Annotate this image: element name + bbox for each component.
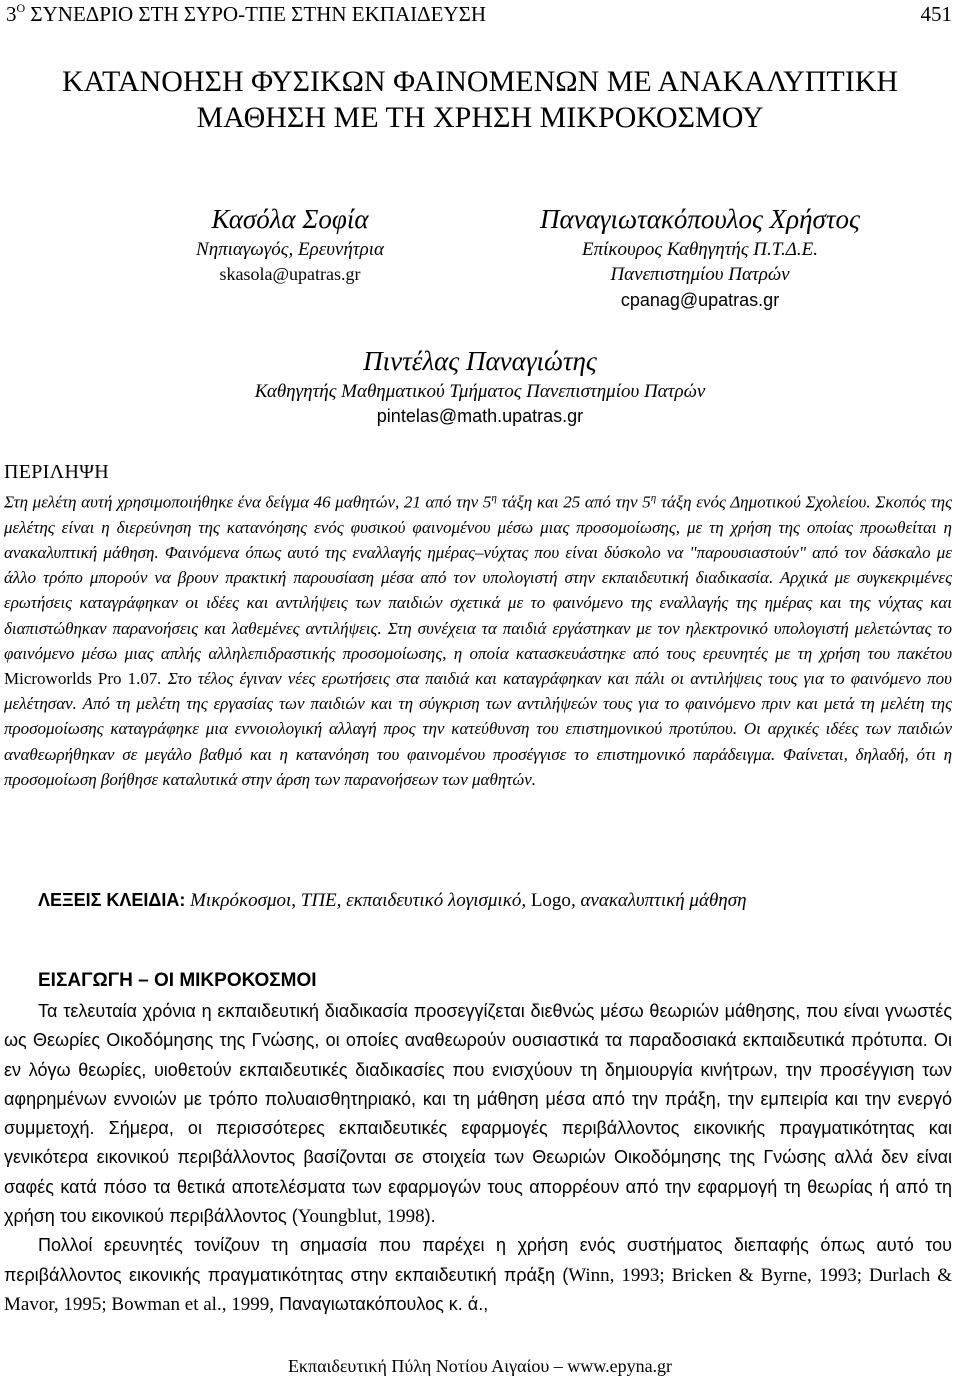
author-name: Κασόλα Σοφία (211, 204, 369, 234)
author-name: Πιντέλας Παναγιώτης (363, 346, 597, 376)
section-heading: ΕΙΣΑΓΩΓΗ – ΟΙ ΜΙΚΡΟΚΟΣΜΟΙ (38, 970, 317, 991)
keyword-logo: Logo (530, 890, 571, 911)
author-affiliation: Καθηγητής Μαθηματικού Τμήματος Πανεπιστημίου Πατρών (254, 381, 706, 402)
author-block-2 (480, 203, 920, 314)
paragraph-text: Πολλοί ερευνητές τονίζουν τη σημασία που παρέχει η χρήση ενός συστήματος διεπαφής όπως αυτό του περιβάλλοντος εικονικής πραγματικότητας στην εκπαιδευτική πράξη ( (4, 1235, 952, 1285)
author-email: cpanag@upatras.gr (620, 290, 780, 310)
keywords-text: Μικρόκοσμοι, ΤΠΕ, εκπαιδευτικό λογισμικό, (185, 890, 531, 911)
page-number: 451 (920, 2, 952, 26)
author-block-1 (160, 203, 420, 287)
paragraph-text: Παναγιωτακόπουλος κ. ά., (273, 1293, 489, 1314)
abstract-part: Στη μελέτη αυτή χρησιμοποιήθηκε ένα δείγμα 46 μαθητών, 21 από την 5 (4, 492, 492, 512)
author-email: pintelas@math.upatras.gr (376, 406, 584, 426)
paper-title (0, 64, 960, 136)
paragraph (4, 1231, 952, 1319)
abstract-part: τάξη και 25 από την 5 (496, 492, 651, 512)
software-name: Microworlds Pro 1.07 (4, 669, 158, 689)
abstract-text (4, 486, 952, 792)
author-block-3 (180, 345, 780, 429)
title-line-1: ΚΑΤΑΝΟΗΣΗ ΦΥΣΙΚΩΝ ΦΑΙΝΟΜΕΝΩΝ ΜΕ ΑΝΑΚΑΛΥΠΤΙΚΗ (61, 65, 899, 98)
author-affiliation: Νηπιαγωγός, Ερευνήτρια (196, 239, 384, 260)
author-affiliation: Επίκουρος Καθηγητής Π.Τ.Δ.Ε. (582, 239, 818, 260)
conference-title (6, 2, 486, 27)
author-affiliation: Πανεπιστημίου Πατρών (610, 264, 790, 285)
author-name: Παναγιωτακόπουλος Χρήστος (540, 204, 860, 234)
ordinal-superscript: η (650, 492, 657, 504)
paragraph (4, 997, 952, 1231)
abstract-part: τάξη ενός Δημοτικού Σχολείου. Σκοπός της μελέτης είναι η διερεύνηση της κατανόησης ενός φυσικού φαινομένου μέσω μιας προσομοίωσης, με τη χρήση της οποίας προωθείται η ανακαλυπτική μάθηση. Φαινόμενα όπως αυτό της εναλλαγής ημέρας–νύχτας που είναι δύσκολο να "παρουσιαστούν" από τον δάσκαλο με άλλο τρόπο μπορούν να βρουν πρακτική παρουσίαση μέσα από τον υπολογιστή στην εκπαιδευτική διαδικασία. Αρχικά με συγκεκριμένες ερωτήσεις καταγράφηκαν οι ιδέες και αντιλήψεις των παιδιών σχετικά με το φαινόμενο της εναλλαγής της ημέρας και της νύχτας και διαπιστώθηκαν παρανοήσεις και λαθεμένες αντιλήψεις. Στη συνέχεια τα παιδιά εργάστηκαν με τον ηλεκτρονικό υπολογιστή μελετώντας το φαινόμενο μέσω μιας απλής αλληλεπιδραστικής προσομοίωσης, η οποία κατασκευάστηκε από τους ερευνητές με τη χρήση του πακέτου (4, 492, 952, 663)
section-body (4, 997, 952, 1319)
citation: Youngblut, 1998 (297, 1206, 425, 1228)
keywords-text: , ανακαλυπτική μάθηση (570, 890, 747, 911)
keywords-label: ΛΕΞΕΙΣ ΚΛΕΙΔΙΑ: (38, 890, 186, 910)
page-footer: Εκπαιδευτική Πύλη Νοτίου Αιγαίου – www.epyna.gr (287, 1356, 673, 1376)
abstract-part: . Στο τέλος έγιναν νέες ερωτήσεις στα παιδιά και καταγράφηκαν και πάλι οι αντιλήψεις τους για το φαινόμενο που μελέτησαν. Από τη μελέτη της εργασίας των παιδιών και τη σύγκριση των αντιλήψεών τους για το φαινόμενο πριν και μετά τη μελέτη της προσομοίωσης καταγράφηκε μια εννοιολογική αλλαγή προς την κατεύθυνση του επιστημονικού προτύπου. Οι αρχικές ιδέες των παιδιών αναθεωρήθηκαν σε μεγάλο βαθμό και η κατανόηση του φαινομένου προσέγγισε το επιστημονικό παράδειγμα. Φαίνεται, δηλαδή, ότι η προσομοίωση βοήθησε καταλυτικά στην άρση των παρανοήσεων των μαθητών. (4, 669, 952, 789)
running-header (6, 2, 952, 32)
paragraph-text: ). (424, 1206, 436, 1227)
abstract-heading: ΠΕΡΙΛΗΨΗ (4, 461, 109, 483)
ordinal-superscript: η (491, 492, 497, 504)
conference-number: 3 (6, 2, 17, 26)
author-email: skasola@upatras.gr (219, 264, 361, 284)
conference-name: ΣΥΝΕΔΡΙΟ ΣΤΗ ΣΥΡΟ-ΤΠΕ ΣΤΗΝ ΕΚΠΑΙΔΕΥΣΗ (25, 2, 486, 26)
title-line-2: ΜΑΘΗΣΗ ΜΕ ΤΗ ΧΡΗΣΗ ΜΙΚΡΟΚΟΣΜΟΥ (196, 101, 764, 134)
paragraph-text: Τα τελευταία χρόνια η εκπαιδευτική διαδικασία προσεγγίζεται διεθνώς μέσω θεωριών μάθησης, που είναι γνωστές ως Θεωρίες Οικοδόμησης της Γνώσης, οι οποίες αναθεωρούν ουσιαστικά τα παραδοσιακά εκπαιδευτικά πρότυπα. Οι εν λόγω θεωρίες, υιοθετούν εκπαιδευτικές διαδικασίες που ενισχύουν τη δημιουργία κινήτρων, την προσέγγιση των αφηρημένων εννοιών με τρόπο πολυαισθητηριακό, και τη μάθηση μέσα από την πράξη, την εμπειρία και την ενεργό συμμετοχή. Σήμερα, οι περισσότερες εκπαιδευτικές εφαρμογές περιβάλλοντος εικονικής πραγματικότητας και γενικότερα εικονικού περιβάλλοντος βασίζονται σε στοιχεία των Θεωριών Οικοδόμησης της Γνώσης αλλά δεν είναι σαφές κατά πόσο τα θετικά αποτελέσματα των εφαρμογών τους απορρέουν από την εφαρμογή τη θεωρίας ή από τη χρήση του εικονικού περιβάλλοντος ( (4, 1001, 952, 1227)
citation: Winn, 1993; Bricken & Byrne, 1993; Durlach & Mavor, 1995; Bowman et al., 1999, (4, 1264, 952, 1315)
keywords (4, 886, 952, 915)
conference-ordinal: Ο (16, 1, 26, 15)
